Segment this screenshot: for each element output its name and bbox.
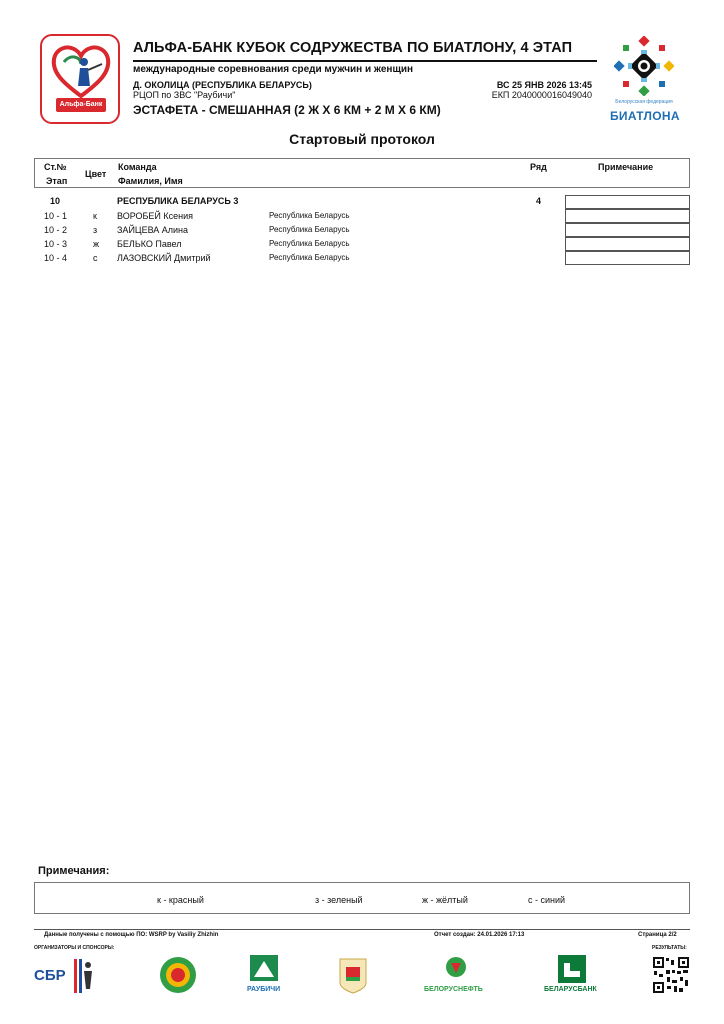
- team-row: [34, 196, 564, 209]
- col-note: Примечание: [598, 162, 654, 172]
- col-stage: Этап: [46, 176, 68, 186]
- athlete-nation: Республика Беларусь: [269, 253, 350, 262]
- athlete-nation: Республика Беларусь: [269, 239, 350, 248]
- emblem-icon: [158, 955, 198, 995]
- document-title: Стартовый протокол: [289, 131, 435, 147]
- note-box: [565, 237, 690, 251]
- report-created: Отчет создан: 24.01.2026 17:13: [434, 932, 525, 938]
- race-name: ЭСТАФЕТА - СМЕШАННАЯ (2 Ж Х 6 КМ + 2 М Х 6 КМ): [133, 103, 441, 117]
- table-header: [34, 158, 690, 188]
- table-row: [34, 253, 564, 266]
- col-start-no: Ст.№: [44, 162, 67, 172]
- raubichi-text: РАУБИЧИ: [247, 986, 281, 993]
- race-datetime: ВС 25 ЯНВ 2026 13:45: [496, 80, 592, 90]
- results-qr-code[interactable]: [652, 956, 690, 998]
- belorusneft-text: БЕЛОРУСНЕФТЬ: [424, 986, 483, 993]
- ornament-icon: [614, 36, 674, 96]
- belorusneft-icon: [418, 955, 498, 983]
- page-number: Страница 2/2: [638, 932, 677, 938]
- belorusneft-logo: [418, 955, 498, 997]
- table-row: [34, 211, 564, 224]
- note-box: [565, 223, 690, 237]
- notes-title: Примечания:: [38, 865, 110, 877]
- qr-code-icon: [652, 956, 690, 994]
- table-row: [34, 239, 564, 252]
- sbr-logo: [34, 955, 96, 997]
- legend-red: к - красный: [157, 895, 204, 905]
- note-box: [565, 195, 690, 209]
- team-row-number: 4: [536, 196, 542, 206]
- federation-label: Белорусская федерация: [615, 99, 673, 105]
- olympic-icon: [334, 955, 372, 995]
- race-code: ЕКП 2040000016049040: [491, 90, 592, 100]
- athlete-stage: 10 - 1: [44, 211, 68, 221]
- note-box: [565, 209, 690, 223]
- results-label: РЕЗУЛЬТАТЫ:: [652, 945, 687, 951]
- competition-title: АЛЬФА-БАНК КУБОК СОДРУЖЕСТВА ПО БИАТЛОНУ, 4 ЭТАП: [133, 40, 573, 56]
- belarusbank-text: БЕЛАРУСБАНК: [544, 986, 597, 993]
- title-divider: [133, 60, 597, 62]
- athlete-stage: 10 - 2: [44, 225, 68, 235]
- alfa-bank-cup-logo: [40, 34, 120, 124]
- athlete-color: с: [93, 253, 98, 263]
- table-row: [34, 225, 564, 238]
- belarusbank-logo: [540, 955, 610, 997]
- athlete-stage: 10 - 4: [44, 253, 68, 263]
- athlete-name: ЗАЙЦЕВА Алина: [117, 225, 189, 235]
- competition-subtitle: международные соревнования среди мужчин и женщин: [133, 64, 414, 75]
- color-legend: [34, 882, 690, 914]
- alfa-bank-banner: Альфа-Банк: [56, 98, 106, 112]
- legend-green: з - зеленый: [315, 895, 363, 905]
- col-color: Цвет: [85, 169, 107, 179]
- athlete-color: з: [93, 225, 98, 235]
- team-name: РЕСПУБЛИКА БЕЛАРУСЬ 3: [117, 196, 239, 206]
- athlete-stage: 10 - 3: [44, 239, 68, 249]
- col-row: Ряд: [530, 162, 547, 172]
- heart-logo-icon: [50, 42, 112, 100]
- note-box: [565, 251, 690, 265]
- sbr-text: СБР: [34, 967, 66, 984]
- biathlon-federation-logo: [610, 36, 678, 126]
- athlete-color: ж: [93, 239, 100, 249]
- venue: Д. ОКОЛИЦА (РЕСПУБЛИКА БЕЛАРУСЬ): [133, 80, 312, 90]
- col-name: Фамилия, Имя: [118, 176, 183, 186]
- athlete-name: ЛАЗОВСКИЙ Дмитрий: [117, 253, 211, 263]
- col-team: Команда: [118, 162, 157, 172]
- athlete-name: ВОРОБЕЙ Ксения: [117, 211, 194, 221]
- raubichi-icon: [246, 955, 286, 983]
- footer-divider: [34, 929, 690, 930]
- organizers-label: ОРГАНИЗАТОРЫ И СПОНСОРЫ:: [34, 945, 115, 951]
- olympic-committee-logo: [334, 955, 374, 997]
- athlete-name: БЕЛЬКО Павел: [117, 239, 182, 249]
- athlete-nation: Республика Беларусь: [269, 211, 350, 220]
- venue-detail: РЦОП по ЗВС "Раубичи": [133, 90, 236, 100]
- athlete-nation: Республика Беларусь: [269, 225, 350, 234]
- team-number: 10: [50, 196, 61, 206]
- belarusbank-icon: [540, 955, 610, 985]
- legend-blue: с - синий: [528, 895, 566, 905]
- athlete-color: к: [93, 211, 97, 221]
- federation-name: БИАТЛОНА: [610, 109, 680, 123]
- government-emblem: [158, 955, 198, 997]
- legend-yellow: ж - жёлтый: [422, 895, 468, 905]
- raubichi-logo: [246, 955, 286, 997]
- data-source: Данные получены с помощью ПО: WSRP by Vasiliy Zhizhin: [44, 932, 219, 938]
